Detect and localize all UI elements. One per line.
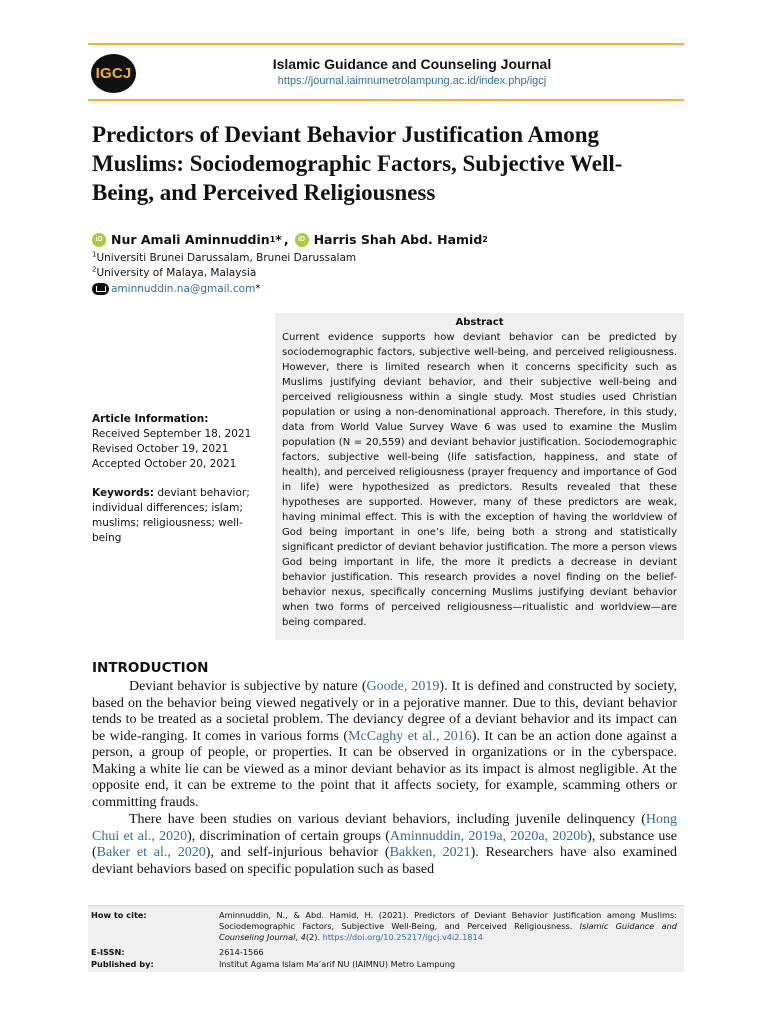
how-to-cite-label: How to cite: — [91, 910, 147, 920]
author-line: iD Nur Amali Aminnuddin 1 * , iD Harris Shah Abd. Hamid 2 — [92, 232, 682, 247]
logo-text: IGCJ — [95, 65, 132, 82]
article-info-heading: Article Information: — [92, 413, 209, 425]
abstract-text: Current evidence supports how deviant behavior can be predicted by sociodemographic factors, subjective well-being, and perceived religiousness. However, there is limited research when it concerns specificity such as Muslims justifying deviant behavior, and their subjective well-being and perceived religiousness within a single study. Most studies used Christian population or using a non-denominational approach. Therefore, in this study, data from World Value Survey Wave 6 was used to examine the Muslim population (N = 20,559) and deviant behavior justification. Sociodemographic factors, subjective well-being (life satisfaction, happiness, and state of health), and perceived religiousness (prayer frequency and importance of God in life) were hypothesized as predictors. Results revealed that these hypotheses are supported. However, many of these predictors are weak, having minimal effect. This is with the exception of having the worldview of God being important in one’s life, being both a strong and statistically significant predictor of deviant behavior justification. The more a person views God being important in life, the more it predicts a decrease in deviant behavior justification. This research provides a novel finding on the belief-behavior nexus, specifically concerning Muslims justifying deviant behavior when two forms of perceived religiousness—ritualistic and worldview—are being compared. — [282, 332, 677, 628]
paragraph: Deviant behavior is subjective by nature (Goode, 2019). It is defined and constructed by society, based on the behavior being viewed negatively or in a pejorative manner. Due to this, deviant behavior tends to be treated as a societal problem. The deviancy degree of a deviant behavior and its impact can be wide-ranging. It comes in various forms (McCaghy et al., 2016). It can be an action done against a person, a group of people, or properties. It can be observed in organizations or in the cyberspace. Making a white lie can be viewed as a minor deviant behavior as its impact is almost negligible. At the opposite end, it can be extreme to the point that it affects society, for example, scamming others or committing frauds. — [92, 679, 678, 810]
abstract-panel — [275, 313, 684, 640]
section-heading: INTRODUCTION — [92, 660, 209, 676]
keywords — [92, 486, 262, 546]
citation-link[interactable]: McCaghy et al., 2016 — [348, 728, 472, 744]
eissn-label: E-ISSN: — [91, 947, 125, 957]
corresponding-email — [92, 283, 261, 295]
publisher-value: Institut Agama Islam Ma’arif NU (IAIMNU) Metro Lampung — [219, 959, 456, 969]
header-top-rule — [88, 43, 684, 45]
affiliation: $^1$Universiti Brunei Darussalam, Brunei Darussalam — [92, 250, 357, 264]
citation-footer — [88, 905, 684, 972]
abstract-heading: Abstract — [455, 317, 504, 328]
article-title: Predictors of Deviant Behavior Justification Among Muslims: Sociodemographic Factors, Subjective Well-Being, and Perceived Religiousness — [92, 122, 623, 205]
eissn-value: 2614-1566 — [219, 947, 264, 957]
keywords-label: Keywords: — [92, 487, 154, 499]
article-information — [92, 412, 262, 472]
citation-link[interactable]: Goode, 2019 — [366, 679, 440, 694]
orcid-icon[interactable]: iD — [92, 233, 106, 247]
orcid-icon[interactable]: iD — [295, 233, 309, 247]
header-bottom-rule — [88, 99, 684, 101]
received-date: Received September 18, 2021 — [92, 428, 252, 440]
accepted-date: Accepted October 20, 2021 — [92, 458, 237, 470]
citation-link[interactable]: Hong Chui et al., 2020 — [92, 812, 677, 844]
citation-link[interactable]: Bakken, 2021 — [389, 845, 471, 860]
journal-url-link[interactable]: https://journal.iaimnumetrolampung.ac.id/index.php/igcj — [277, 75, 547, 87]
revised-date: Revised October 19, 2021 — [92, 443, 229, 455]
keywords-text: deviant behavior; individual differences; islam; muslims; religiousness; well-being — [92, 487, 250, 544]
journal-name: Islamic Guidance and Counseling Journal — [272, 56, 552, 72]
publisher-label: Published by: — [91, 959, 154, 969]
email-link[interactable]: aminnuddin.na@gmail.com — [111, 283, 256, 295]
paragraph: There have been studies on various deviant behaviors, including juvenile delinquency (Hong Chui et al., 2020), discrimination of certain groups (Aminnuddin, 2019a, 2020a, 2020b), substance use (Baker et al., 2020), and self-injurious behavior (Bakken, 2021). Researchers have also examined deviant behaviors based on specific population such as based — [92, 812, 677, 877]
author-name: Harris Shah Abd. Hamid — [313, 232, 483, 247]
affiliation: $^2$University of Malaya, Malaysia — [92, 265, 257, 279]
citation-link[interactable]: Aminnuddin, 2019a, 2020a, 2020b — [389, 828, 588, 844]
corresponding-marker: * — [275, 232, 282, 247]
doi-link[interactable]: https://doi.org/10.25217/igcj.v4i2.1814 — [322, 932, 483, 942]
author-name: Nur Amali Aminnuddin — [111, 232, 270, 247]
citation-link[interactable]: Baker et al., 2020 — [96, 845, 206, 860]
how-to-cite-text: Aminnuddin, N., & Abd. Hamid, H. (2021). Predictors of Deviant Behavior Justification among Muslims: Sociodemographic Factors, Subjective Well-Being, and Perceived Religiousness. Islamic Guidance and Counseling Journal, 4(2). https://doi.org/10.25217/igcj.v4i2.1814 — [219, 910, 677, 942]
corresponding-marker: * — [255, 283, 261, 295]
journal-logo[interactable] — [91, 54, 136, 93]
mail-icon — [92, 283, 109, 295]
